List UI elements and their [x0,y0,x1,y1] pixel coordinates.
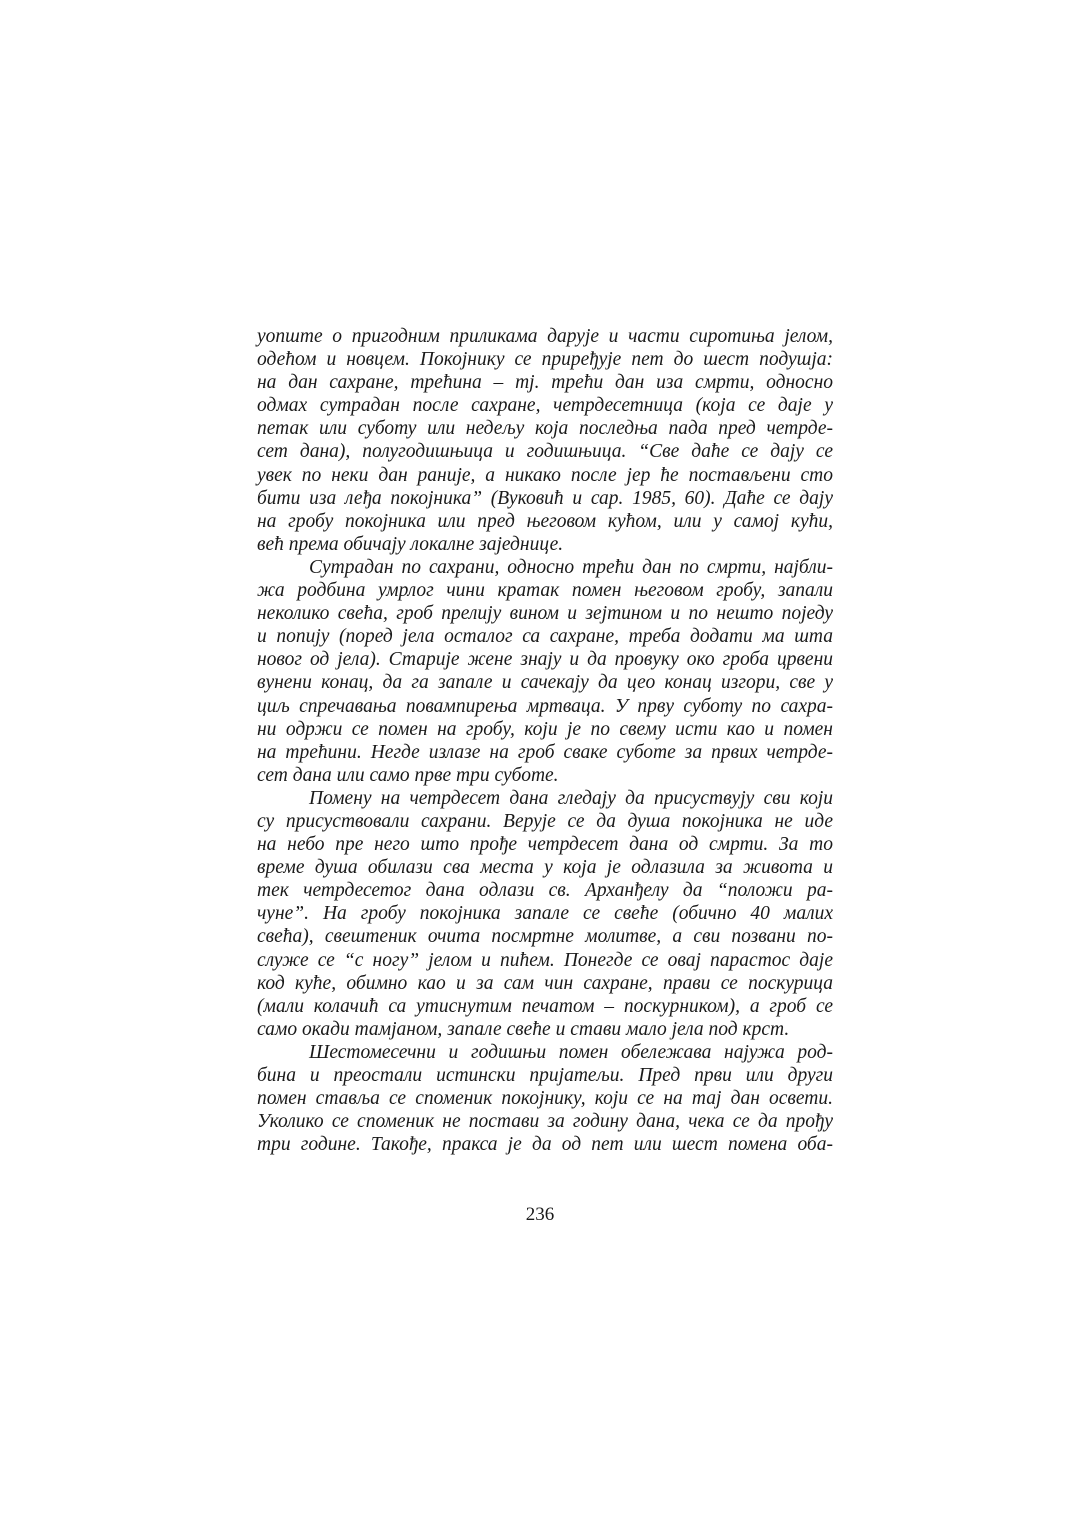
text-line: су присуствовали сахрани. Верује се да душа покојника не иде [257,810,833,832]
page-number: 236 [525,1204,555,1225]
text-line: вунени конац, да га запале и сачекају да цео конац изгори, све у [257,672,833,694]
text-line: код куће, обимно као и за сам чин сахране, прави се поскурица [257,972,833,994]
text-line: новог од јела). Старије жене знају и да провуку око гроба црвени [257,649,833,671]
paragraph [257,556,833,787]
text-line: и попију (поред јела осталог са сахране, треба додати ма шта [257,626,833,648]
paragraph [257,1041,833,1156]
text-line: неколико свећа, гроб прелију вином и зејтином и по нешто поједу [257,603,833,625]
text-line: време душа обилази сва места у која је одлазила за живота и [257,857,833,879]
text-line: одмах сутрадан после сахране, четрдесетница (која се даје у [257,395,833,417]
text-line: помен ставља се споменик покојнику, који се на тај дан освети. [257,1088,833,1110]
text-line: (мали колачић са утиснутим печатом – поскурником), а гроб се [257,995,833,1017]
text-line: петак или суботу или недељу која последња пада пред четрде- [257,418,833,440]
text-line: већ према обичају локалне заједнице. [257,533,564,555]
paragraph [257,787,833,1041]
text-line: увек по неки дан раније, а никако после јер ће постављени сто [257,464,833,486]
text-line: служе се “с ногу” јелом и пићем. Понегде се овај парастос даје [257,949,833,971]
text-line: Уколико се споменик не постави за годину дана, чека се да прођу [257,1111,833,1133]
text-line: ни одржи се помен на гробу, који је по свему исти као и помен [257,718,833,740]
text-line: уопште о пригодним приликама дарује и части сиротиња јелом, [257,326,833,347]
text-line: бити иза леђа покојника” (Вуковић и сар. 1985, 60). Даће се дају [257,487,833,509]
text-line: циљ спречавања повампирења мртваца. У прву суботу по сахра- [257,695,833,717]
text-line: сет дана или само прве три суботе. [257,764,559,786]
paragraph [257,325,833,556]
text-line: тек четрдесетог дана одлази св. Арханђелу да “положи ра- [257,880,833,902]
text-line: на небо пре него што прође четрдесет дана од смрти. За то [257,834,833,856]
text-line: сет дана), полугодишњица и годишњица. “Све даће се дају се [257,441,833,463]
text-line: на дан сахране, трећина – тј. трећи дан иза смрти, односно [257,372,833,394]
text-line: свећа), свештеник очита посмртне молитве, а сви позвани по- [257,926,833,948]
text-line: само окади тамјаном, запале свеће и стави мало јела под крст. [257,1018,790,1040]
text-line: три године. Такође, пракса је да од пет или шест помена оба- [257,1134,833,1156]
text-line: Шестомесечни и годишњи помен обележава најужа род- [309,1041,833,1063]
text-line: Помену на четрдесет дана гледају да присуствују сви који [309,787,833,809]
text-line: жа родбина умрлог чини кратак помен његовом гробу, запали [257,580,833,602]
text-line: Сутрадан по сахрани, односно трећи дан по смрти, најбли- [309,556,833,578]
body-text [257,325,833,1156]
text-line: бина и преостали истински пријатељи. Пред први или други [257,1065,833,1086]
text-line: на трећини. Негде излазе на гроб сваке суботе за првих четрде- [257,741,833,763]
text-line: на гробу покојника или пред његовом кућом, или у самој кући, [257,510,833,532]
text-line: чуне”. На гробу покојника запале се свеће (обично 40 малих [257,903,833,925]
text-line: одећом и новцем. Покојнику се приређује пет до шест подушја: [257,349,833,371]
